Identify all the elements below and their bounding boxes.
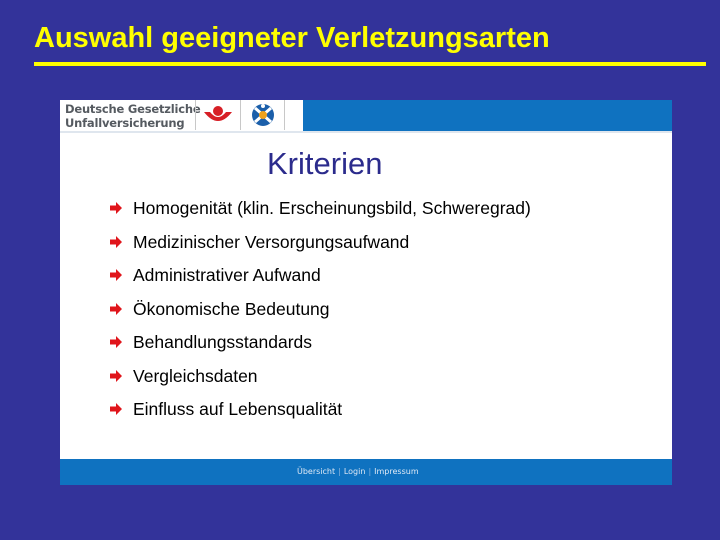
footer-separator: | bbox=[368, 467, 372, 476]
criteria-label: Einfluss auf Lebensqualität bbox=[133, 399, 343, 419]
list-item bbox=[109, 299, 531, 333]
right-arrow-icon bbox=[109, 302, 123, 316]
list-item bbox=[109, 198, 531, 232]
right-arrow-icon bbox=[109, 201, 123, 215]
website-screenshot bbox=[60, 100, 672, 485]
footer-bar bbox=[60, 459, 672, 485]
criteria-label: Homogenität (klin. Erscheinungsbild, Schweregrad) bbox=[133, 198, 531, 218]
red-crescent-logo-icon bbox=[195, 100, 240, 130]
title-underline bbox=[34, 62, 706, 66]
list-item bbox=[109, 265, 531, 299]
criteria-label: Vergleichsdaten bbox=[133, 365, 258, 386]
logo-text bbox=[65, 102, 201, 130]
criteria-label: Behandlungsstandards bbox=[133, 332, 313, 352]
right-arrow-icon bbox=[109, 402, 123, 416]
header-divider bbox=[60, 131, 672, 133]
blue-star-emblem-icon bbox=[240, 100, 285, 130]
footer-links bbox=[297, 467, 419, 476]
list-item bbox=[109, 366, 531, 400]
criteria-label: Ökonomische Bedeutung bbox=[133, 298, 330, 319]
dguv-logo[interactable] bbox=[60, 100, 303, 131]
criteria-label: Administrativer Aufwand bbox=[133, 265, 321, 285]
header-bar bbox=[303, 100, 672, 131]
right-arrow-icon bbox=[109, 268, 123, 282]
logo-text-line2: Unfallversicherung bbox=[65, 116, 185, 130]
list-item bbox=[109, 399, 531, 433]
right-arrow-icon bbox=[109, 235, 123, 249]
footer-link-imprint[interactable]: Impressum bbox=[374, 467, 419, 476]
criteria-heading: Kriterien bbox=[267, 146, 383, 181]
footer-link-login[interactable]: Login bbox=[343, 467, 366, 476]
right-arrow-icon bbox=[109, 335, 123, 349]
logo-text-line1: Deutsche Gesetzliche bbox=[65, 102, 201, 116]
list-item bbox=[109, 232, 531, 266]
criteria-label: Medizinischer Versorgungsaufwand bbox=[133, 231, 410, 252]
criteria-list bbox=[109, 198, 531, 433]
footer-separator: | bbox=[338, 467, 341, 476]
list-item bbox=[109, 332, 531, 366]
right-arrow-icon bbox=[109, 369, 123, 383]
slide-title: Auswahl geeigneter Verletzungsarten bbox=[34, 22, 550, 54]
footer-link-overview[interactable]: Übersicht bbox=[297, 467, 336, 476]
